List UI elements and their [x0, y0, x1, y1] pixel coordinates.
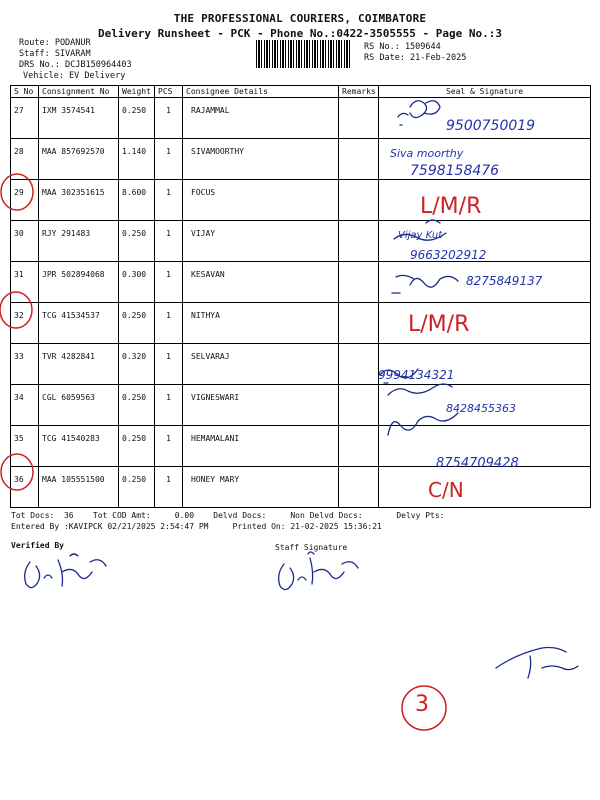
consignee: VIGNESWARI: [183, 385, 339, 426]
rs-date: RS Date: 21-Feb-2025: [364, 53, 467, 63]
consignee: KESAVAN: [183, 262, 339, 303]
entered-by-line: Entered By :KAVIPCK 02/21/2025 2:54:47 PM Printed On: 21-02-2025 15:36:21: [11, 522, 382, 531]
consignment-no: MAA 857692570: [39, 139, 119, 180]
barcode: [256, 40, 352, 68]
verified-signature: [10, 548, 120, 598]
consignee: HONEY MARY: [183, 467, 339, 508]
handwritten-phone-27: 9500750019: [446, 118, 536, 134]
col-weight: Weight: [119, 86, 155, 98]
handwritten-phone-33: 9994134321: [378, 368, 455, 382]
pcs: 1: [155, 180, 183, 221]
weight: 0.250: [119, 221, 155, 262]
pcs: 1: [155, 344, 183, 385]
sno: 35: [11, 426, 39, 467]
handwritten-name-30: Vijay Kut: [398, 230, 443, 241]
consignment-no: IXM 3574541: [39, 98, 119, 139]
consignment-no: RJY 291483: [39, 221, 119, 262]
handwritten-phone-31: 8275849137: [466, 274, 543, 288]
sno: 33: [11, 344, 39, 385]
vehicle: Vehicle: EV Delivery: [23, 71, 126, 81]
consignee: RAJAMMAL: [183, 98, 339, 139]
pcs: 1: [155, 221, 183, 262]
sno: 29: [11, 180, 39, 221]
pcs: 1: [155, 426, 183, 467]
consignee: SELVARAJ: [183, 344, 339, 385]
handwritten-phone-35: 8754709428: [436, 456, 519, 471]
handwritten-phone-34: 8428455363: [446, 402, 516, 415]
lmr-mark-29: L/M/R: [420, 194, 482, 219]
cn-mark-36: C/N: [428, 478, 464, 502]
weight: 1.140: [119, 139, 155, 180]
drs-number: DRS No.: DCJB150964403: [19, 60, 132, 70]
consignment-no: MAA 302351615: [39, 180, 119, 221]
consignment-no: MAA 105551500: [39, 467, 119, 508]
consignee: SIVAMOORTHY: [183, 139, 339, 180]
weight: 0.250: [119, 98, 155, 139]
pcs: 1: [155, 139, 183, 180]
pcs: 1: [155, 262, 183, 303]
col-signature: Seal & Signature: [379, 86, 591, 98]
handwritten-phone-30: 9663202912: [410, 248, 487, 262]
verified-by-label: Verified By: [11, 541, 64, 550]
weight: 0.320: [119, 344, 155, 385]
consignment-no: JPR 502894068: [39, 262, 119, 303]
weight: 0.250: [119, 385, 155, 426]
staff: Staff: SIVARAM: [19, 49, 91, 59]
pcs: 1: [155, 467, 183, 508]
consignment-no: CGL 6059563: [39, 385, 119, 426]
pcs: 1: [155, 98, 183, 139]
handwritten-name-28: Siva moorthy: [390, 147, 464, 160]
consignee: FOCUS: [183, 180, 339, 221]
col-sno: S No: [11, 86, 39, 98]
signature-scribbles: [370, 85, 590, 505]
runsheet-title: Delivery Runsheet - PCK - Phone No.:0422-3505555 - Page No.:3: [98, 27, 502, 40]
consignment-no: TCG 41534537: [39, 303, 119, 344]
handwritten-phone-28: 7598158476: [410, 163, 500, 179]
weight: 0.250: [119, 303, 155, 344]
sno: 31: [11, 262, 39, 303]
col-consignment: Consignment No: [39, 86, 119, 98]
consignee: HEMAMALANI: [183, 426, 339, 467]
rs-number: RS No.: 1509644: [364, 42, 441, 52]
sno: 30: [11, 221, 39, 262]
totals-line: Tot Docs: 36 Tot COD Amt: 0.00 Delvd Docs: Non Delvd Docs: Delvy Pts:: [11, 511, 445, 520]
corner-initials-scribble: [490, 640, 590, 690]
company-name: THE PROFESSIONAL COURIERS, COIMBATORE: [173, 12, 427, 25]
consignment-no: TVR 4282841: [39, 344, 119, 385]
lmr-mark-32: L/M/R: [408, 312, 470, 337]
circled-page-number: 3: [415, 692, 429, 717]
col-remarks: Remarks: [339, 86, 379, 98]
pcs: 1: [155, 385, 183, 426]
sno: 36: [11, 467, 39, 508]
sno: 28: [11, 139, 39, 180]
route: Route: PODANUR: [19, 38, 91, 48]
consignment-no: TCG 41540283: [39, 426, 119, 467]
staff-signature: [272, 550, 382, 600]
col-consignee: Consignee Details: [183, 86, 339, 98]
col-pcs: PCS: [155, 86, 183, 98]
staff-signature-label: Staff Signature: [275, 543, 348, 552]
consignee: VIJAY: [183, 221, 339, 262]
consignee: NITHYA: [183, 303, 339, 344]
sno: 34: [11, 385, 39, 426]
weight: 0.300: [119, 262, 155, 303]
weight: 0.250: [119, 426, 155, 467]
sno: 32: [11, 303, 39, 344]
pcs: 1: [155, 303, 183, 344]
sno: 27: [11, 98, 39, 139]
weight: 8.600: [119, 180, 155, 221]
weight: 0.250: [119, 467, 155, 508]
